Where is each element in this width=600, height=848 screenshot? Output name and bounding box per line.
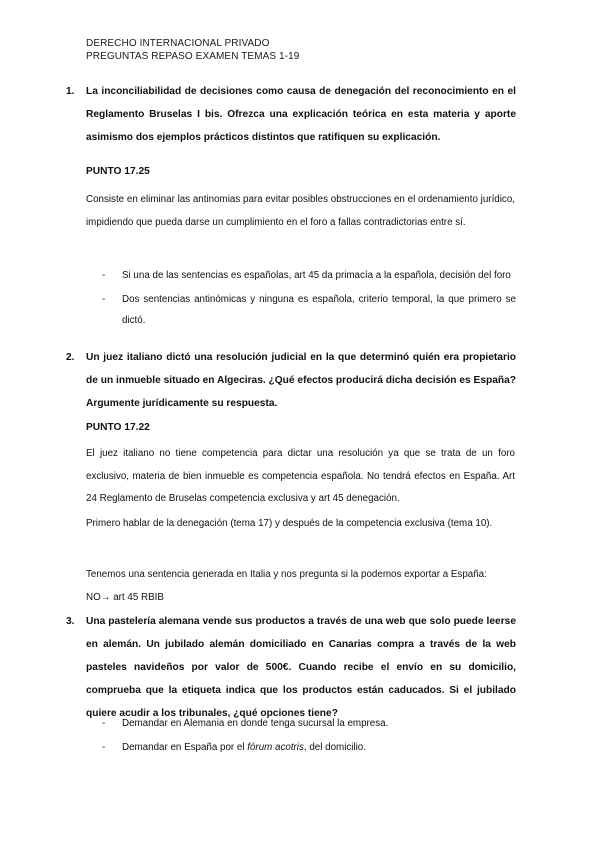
header-subtitle: PREGUNTAS REPASO EXAMEN TEMAS 1-19 bbox=[86, 51, 300, 62]
bullet-dash: - bbox=[102, 293, 106, 305]
bullet-dash: - bbox=[102, 741, 106, 753]
list-item-text-end: , del domicilio. bbox=[303, 741, 366, 753]
header-course-title: DERECHO INTERNACIONAL PRIVADO bbox=[86, 38, 270, 49]
list-item-text: Si una de las sentencias es españolas, art 45 da primacía a la española, decisión del foro bbox=[122, 270, 511, 281]
list-item-text: Dos sentencias antinómicas y ninguna es española, criterio temporal, la que primero se dictó. bbox=[122, 293, 516, 326]
answer-paragraph: Consiste en eliminar las antinomias para evitar posibles obstrucciones en el ordenamiento jurídico, impidiendo que pueda darse un cumplimiento en el foro a fallas contradictorias entre sí. bbox=[86, 194, 515, 228]
list-item bbox=[102, 713, 516, 735]
document-header bbox=[86, 37, 299, 63]
list-item bbox=[102, 289, 516, 332]
question-2 bbox=[66, 346, 516, 415]
question-3 bbox=[66, 610, 516, 725]
answer-bullet-list bbox=[102, 265, 516, 332]
question-number: 2. bbox=[66, 352, 75, 363]
answer-paragraph bbox=[86, 564, 515, 609]
list-item-text: Demandar en Alemania en donde tenga sucursal la empresa. bbox=[122, 718, 389, 729]
question-text: Una pastelería alemana vende sus productos a través de una web que solo puede leerse en alemán. Un jubilado alemán domiciliado en Canarias compra a través de la web pasteles navideños por valor de 500€. Cuando recibe el envío en su domicilio, comprueba que la etiqueta indica que los productos están caducados. Si el jubilado quiere acudir a los tribunales, ¿qué opciones tiene? bbox=[86, 616, 516, 719]
paragraph-line: Tenemos una sentencia generada en Italia y nos pregunta si la podemos exportar a España: bbox=[86, 569, 487, 580]
answer-paragraph: El juez italiano no tiene competencia para dictar una resolución ya que se trata de un foro exclusivo, materia de bien inmueble es competencia española. No tendrá efectos en España. Art 24 Reglamento de Bruselas competencia exclusiva y art 45 denegación. bbox=[86, 448, 515, 504]
answer-bullet-list bbox=[102, 713, 516, 758]
question-text: Un juez italiano dictó una resolución judicial en la que determinó quién era propietario de un inmueble situado en Algeciras. ¿Qué efectos producirá dicha decisión es España? Argumente jurídicamente su respuesta. bbox=[86, 352, 516, 409]
list-item-emphasis: fórum acotris bbox=[247, 741, 304, 753]
question-number: 3. bbox=[66, 616, 75, 627]
question-number: 1. bbox=[66, 86, 75, 97]
question-text: La inconciliabilidad de decisiones como causa de denegación del reconocimiento en el Reglamento Bruselas I bis. Ofrezca una explicación teórica en esta materia y aporte asimismo dos ejemplos prácticos distintos que ratifiquen su explicación. bbox=[86, 86, 516, 143]
bullet-dash: - bbox=[102, 270, 106, 281]
paragraph-line: NO→ art 45 RBIB bbox=[86, 591, 164, 603]
answer-reference: PUNTO 17.22 bbox=[86, 422, 150, 433]
list-item bbox=[102, 737, 516, 759]
question-1 bbox=[66, 80, 516, 149]
bullet-dash: - bbox=[102, 718, 106, 729]
list-item bbox=[102, 265, 516, 287]
list-item-text-start: Demandar en España por el bbox=[122, 741, 248, 753]
answer-reference: PUNTO 17.25 bbox=[86, 166, 150, 177]
answer-paragraph: Primero hablar de la denegación (tema 17) y después de la competencia exclusiva (tema 10). bbox=[86, 518, 493, 529]
